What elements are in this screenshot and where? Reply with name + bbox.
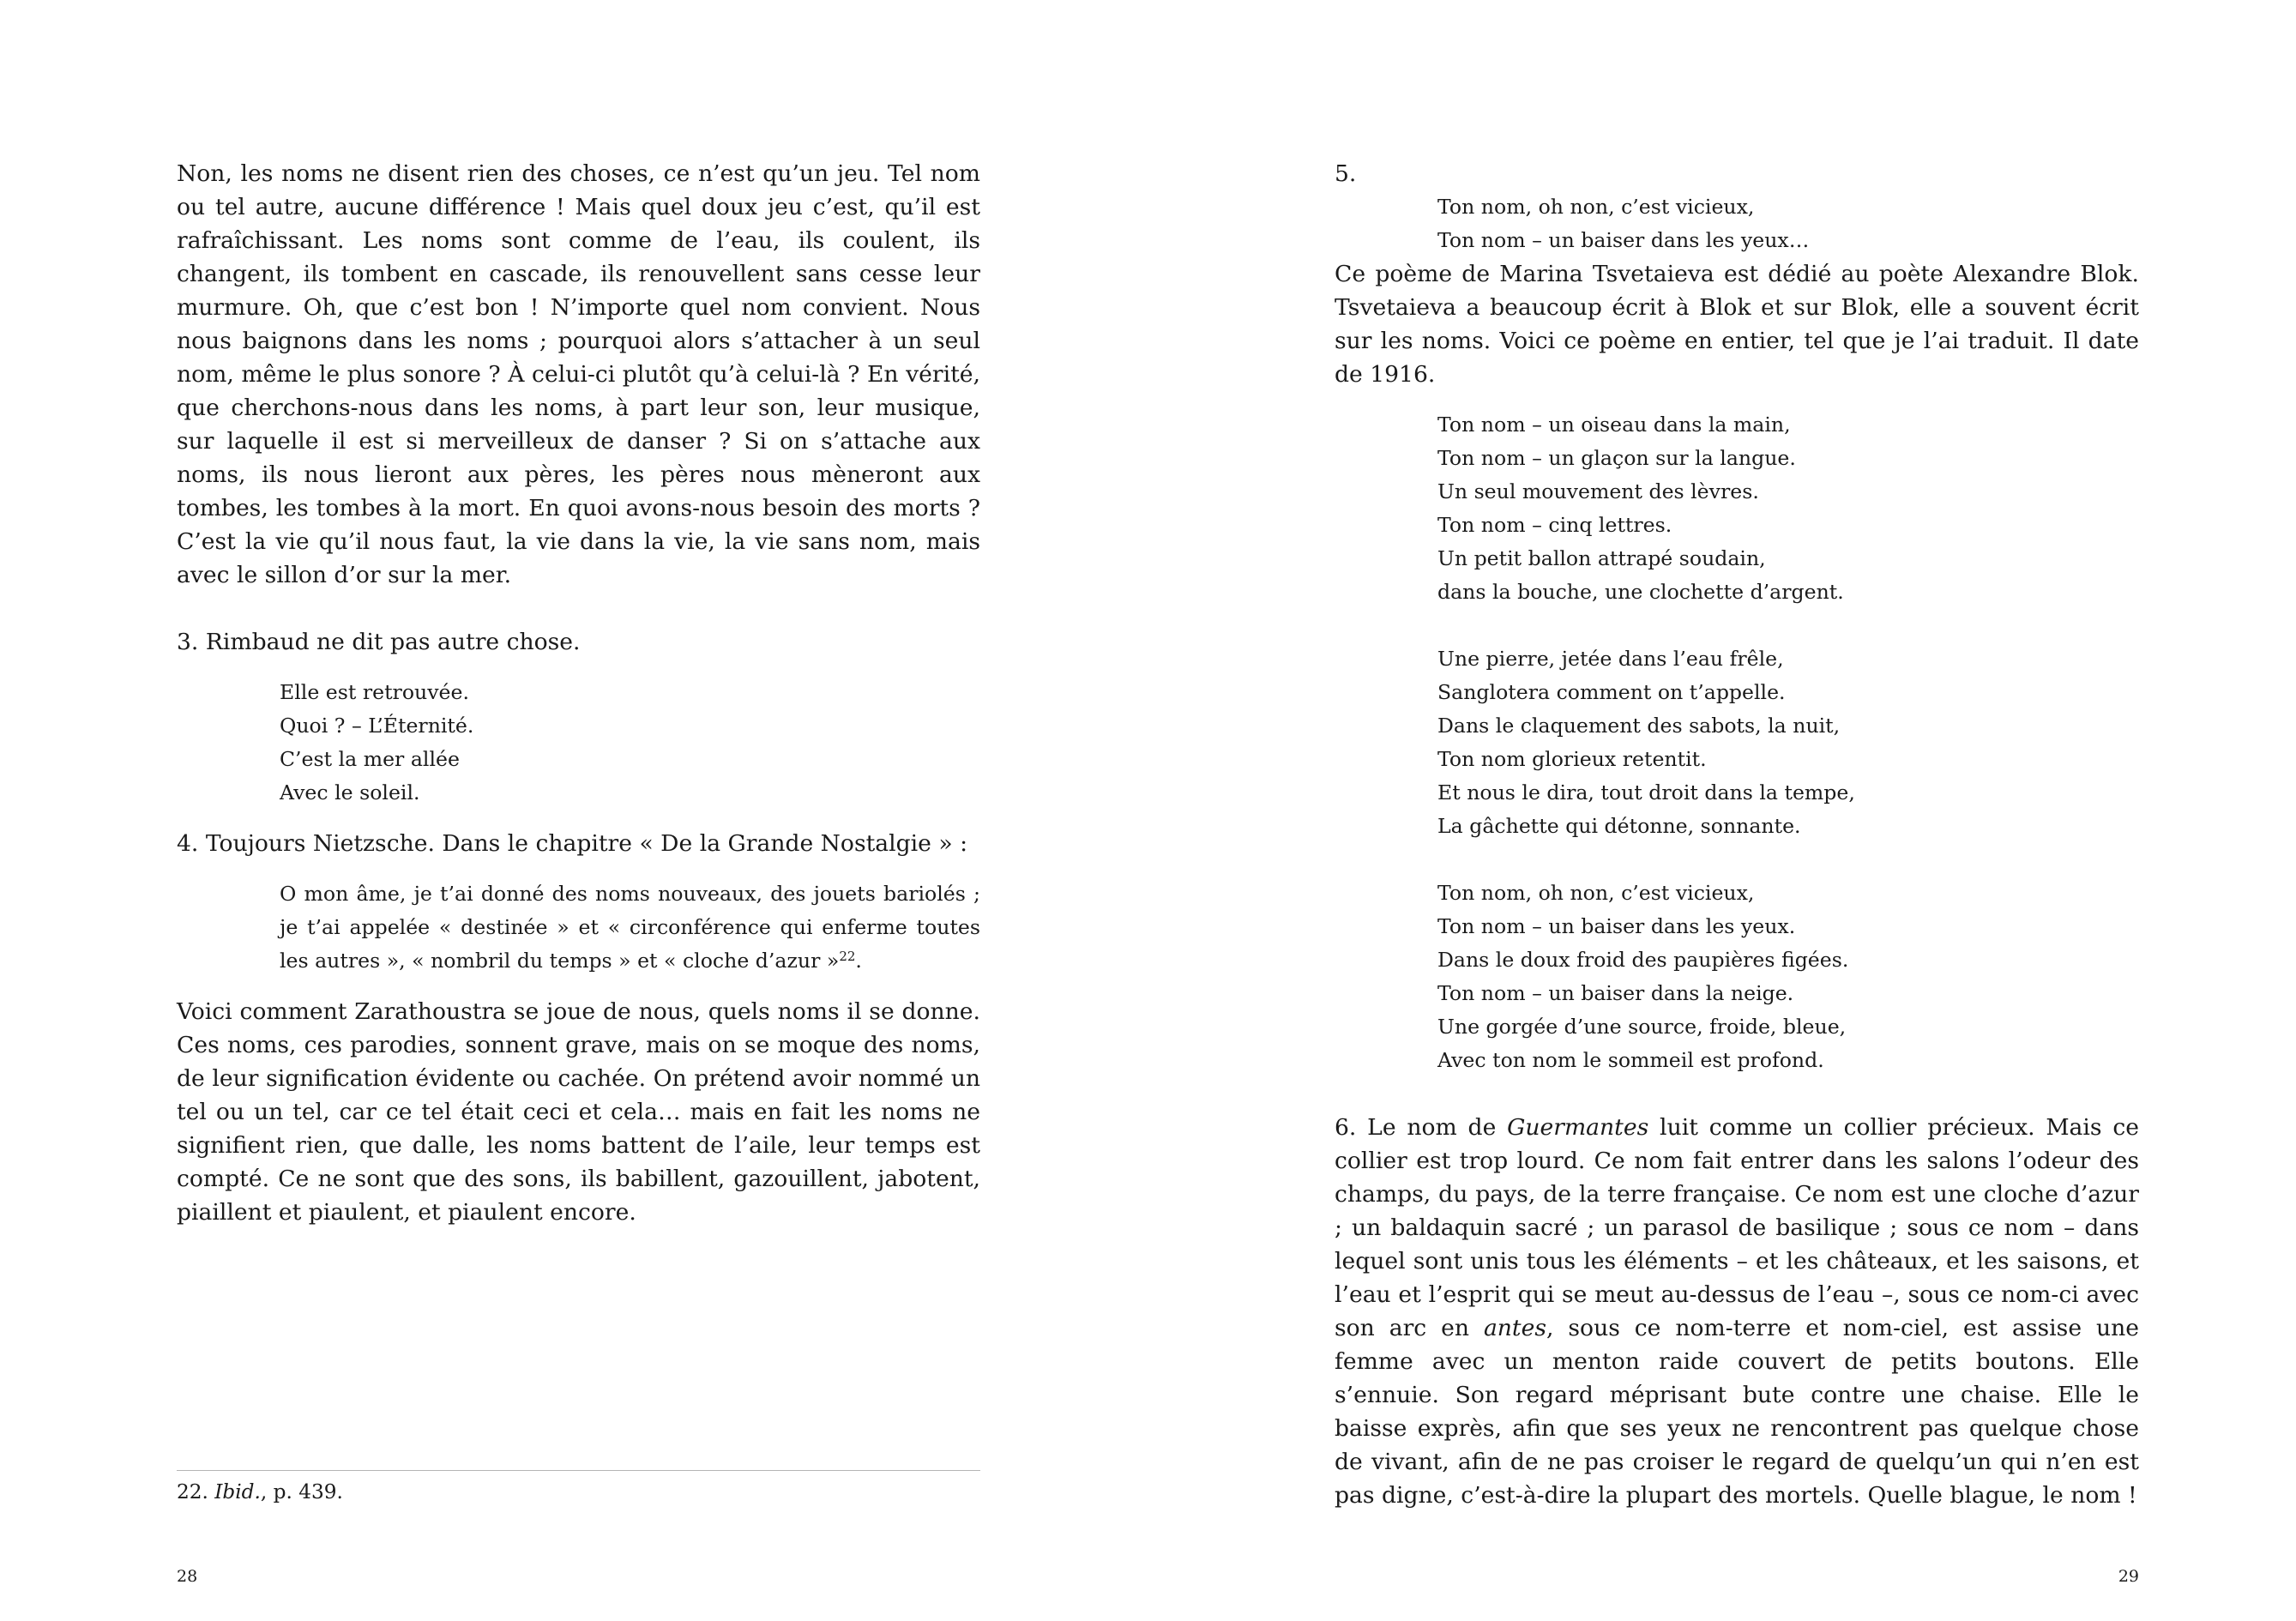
section-4-heading: 4. Toujours Nietzsche. Dans le chapitre « De la Grande Nostalgie » : <box>177 830 968 857</box>
poem-line: C’est la mer allée <box>280 747 460 771</box>
rimbaud-poem <box>280 676 980 810</box>
nietzsche-quote: O mon âme, je t’ai donné des noms nouveaux, des jouets bariolés ; je t’ai appelée « destinée » et « circonférence qui enferme toutes les autres », « nombril du temps » et « cloche d’azur »$^{22}$. <box>280 882 980 973</box>
page-number-right: 29 <box>2118 1567 2139 1586</box>
poem-line: Une pierre, jetée dans l’eau frêle, <box>1437 647 1784 671</box>
poem-line: Elle est retrouvée. <box>280 680 469 704</box>
poem-line: Ton nom – un glaçon sur la langue. <box>1437 446 1796 470</box>
poem-line: Dans le claquement des sabots, la nuit, <box>1437 714 1841 738</box>
word-antes: antes <box>1483 1315 1547 1341</box>
poem-line: Ton nom – un oiseau dans la main, <box>1437 413 1791 437</box>
footnote-source: Ibid. <box>214 1480 261 1503</box>
footnote-22 <box>177 1477 343 1508</box>
poem-line: Ton nom – un baiser dans la neige. <box>1437 981 1794 1005</box>
poem-line: Ton nom – cinq lettres. <box>1437 513 1672 537</box>
poem-line: Ton nom, oh non, c’est vicieux, <box>1437 881 1755 905</box>
stanza-3 <box>1437 877 2139 1077</box>
right-text-flow <box>1335 157 2139 1512</box>
tsvetaieva-poem <box>1437 408 2139 1077</box>
poem-line: Quoi ? – L’Éternité. <box>280 714 474 738</box>
poem-line: Dans le doux froid des paupières figées. <box>1437 948 1849 972</box>
footnote-divider <box>177 1470 980 1471</box>
poem-line: Ton nom glorieux retentit. <box>1437 747 1707 771</box>
stanza-1 <box>1437 408 2139 609</box>
footnote-reference[interactable]: 22 <box>839 949 856 964</box>
poem-line: dans la bouche, une clochette d’argent. <box>1437 580 1844 604</box>
left-page <box>177 0 980 1621</box>
stanza-2 <box>1437 642 2139 843</box>
poem-line: Avec ton nom le sommeil est profond. <box>1437 1048 1824 1072</box>
poem-line: Ton nom, oh non, c’est vicieux, <box>1437 195 1755 219</box>
footnote-number: 22. <box>177 1480 208 1503</box>
left-text-flow <box>177 157 980 1229</box>
section-5-number: 5. <box>1335 160 1357 187</box>
title-guermantes: Guermantes <box>1507 1114 1649 1141</box>
poem-line: Une gorgée d’une source, froide, bleue, <box>1437 1015 1847 1039</box>
quote-text: O mon âme, je t’ai donné des noms nouveaux, des jouets bariolés ; je t’ai appelée « destinée » et « circonférence qui enferme toutes les autres », « nombril du temps » et « cloche d’azur » <box>280 882 980 973</box>
right-page <box>1335 0 2139 1621</box>
section-3-heading: 3. Rimbaud ne dit pas autre chose. <box>177 629 581 655</box>
paragraph-names-game: Non, les noms ne disent rien des choses, ce n’est qu’un jeu. Tel nom ou tel autre, aucune différence ! Mais quel doux jeu c’est, qu’il est rafraîchissant. Les noms sont comme de l’eau, ils coulent, ils changent, ils tombent en cascade, ils renouvellent sans cesse leur murmure. Oh, que c’est bon ! N’importe quel nom convient. Nous nous baignons dans les noms ; pourquoi alors s’attacher à un seul nom, même le plus sonore ? À celui-ci plutôt qu’à celui-là ? En vérité, que cherchons-nous dans les noms, à part leur son, leur musique, sur laquelle il est si merveilleux de danser ? Si on s’attache aux noms, ils nous lieront aux pères, les pères nous mèneront aux tombes, les tombes à la mort. En quoi avons-nous besoin des morts ? C’est la vie qu’il nous faut, la vie dans la vie, la vie sans nom, mais avec le sillon d’or sur la mer. <box>177 160 980 588</box>
paragraph-tsvetaieva-intro: Ce poème de Marina Tsvetaieva est dédié au poète Alexandre Blok. Tsvetaieva a beaucoup écrit à Blok et sur Blok, elle a souvent écrit sur les noms. Voici ce poème en entier, tel que je l’ai traduit. Il date de 1916. <box>1335 261 2139 388</box>
poem-line: Et nous le dira, tout droit dans la tempe, <box>1437 780 1855 804</box>
poem-line: Avec le soleil. <box>280 780 420 804</box>
epigraph <box>1437 190 2139 257</box>
paragraph-guermantes: 6. Le nom de Guermantes luit comme un collier précieux. Mais ce collier est trop lourd. Ce nom fait entrer dans les salons l’odeur des champs, du pays, de la terre française. Ce nom est une cloche d’azur ; un baldaquin sacré ; un parasol de basilique ; sous ce nom – dans lequel sont unis tous les éléments – et les châteaux, et les saisons, et l’eau et l’esprit qui se meut au-dessus de l’eau –, sous ce nom-ci avec son arc en antes, sous ce nom-terre et nom-ciel, est assise une femme avec un menton raide couvert de petits boutons. Elle s’ennuie. Son regard méprisant bute contre une chaise. Elle le baisse exprès, afin que ses yeux ne rencontrent pas quelque chose de vivant, afin de ne pas croiser le regard de quelqu’un qui n’en est pas digne, c’est-à-dire la plupart des mortels. Quelle blague, le nom ! <box>1335 1114 2140 1509</box>
poem-line: Un petit ballon attrapé soudain, <box>1437 546 1766 570</box>
poem-line: Un seul mouvement des lèvres. <box>1437 479 1759 503</box>
poem-line: Sanglotera comment on t’appelle. <box>1437 680 1786 704</box>
paragraph-zarathustra: Voici comment Zarathoustra se joue de nous, quels noms il se donne. Ces noms, ces parodies, sonnent grave, mais on se moque des noms, de leur signification évidente ou cachée. On prétend avoir nommé un tel ou un tel, car ce tel était ceci et cela… mais en fait les noms ne signifient rien, que dalle, les noms battent de l’aile, leur temps est compté. Ce ne sont que des sons, ils babillent, gazouillent, jabotent, piaillent et piaulent, et piaulent encore. <box>177 998 980 1226</box>
poem-line: Ton nom – un baiser dans les yeux. <box>1437 914 1796 938</box>
poem-line: La gâchette qui détonne, sonnante. <box>1437 814 1801 838</box>
poem-line: Ton nom – un baiser dans les yeux… <box>1437 228 1810 252</box>
footnote-page: , p. 439. <box>260 1480 343 1503</box>
page-number-left: 28 <box>177 1567 198 1586</box>
